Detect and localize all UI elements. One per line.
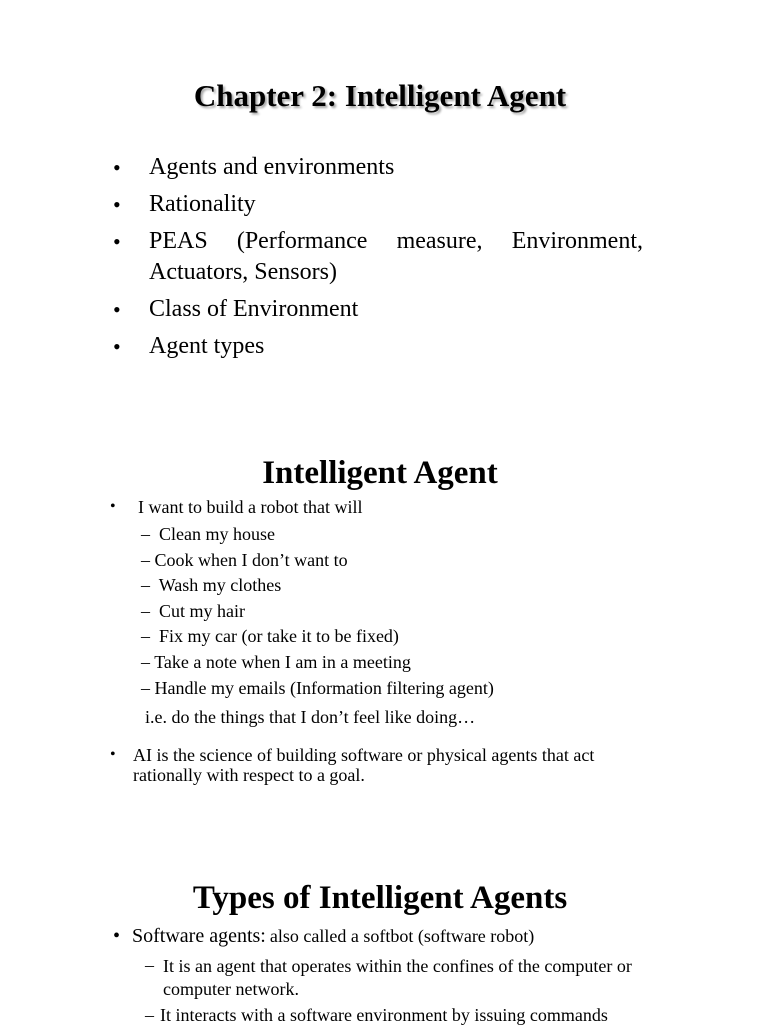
- sublist-item: [141, 676, 494, 702]
- slide2-summary: i.e. do the things that I don’t feel like doing…: [145, 707, 476, 727]
- sublist-item: [141, 522, 494, 548]
- dash-icon: –: [141, 626, 150, 647]
- dash-icon: –: [141, 651, 150, 672]
- dash-icon: –: [141, 575, 150, 596]
- sublist-item: [141, 624, 494, 650]
- bullet-icon: •: [113, 155, 121, 180]
- sublist-item: [141, 599, 494, 625]
- bullet-icon: •: [113, 297, 121, 322]
- sub2-text: It interacts with a software environment by issuing commands: [160, 1005, 608, 1025]
- list-item: [113, 152, 643, 183]
- software-agents-sub2: [145, 1005, 608, 1026]
- sublist-item-text: Cut my hair: [159, 600, 245, 621]
- sublist-item: [141, 650, 494, 676]
- sub1-text: It is an agent that operates within the confines of the computer or computer network.: [163, 956, 632, 999]
- list-item: [113, 226, 643, 288]
- list-item: [113, 331, 643, 362]
- list-item-text: Class of Environment: [149, 296, 359, 322]
- bullet-icon: •: [113, 229, 121, 254]
- slide3-title: Types of Intelligent Agents: [192, 880, 568, 916]
- bullet-icon: •: [110, 498, 116, 515]
- dash-icon: –: [141, 677, 150, 698]
- bullet-icon: •: [113, 334, 121, 359]
- sublist-item: [141, 573, 494, 599]
- sublist-item-text: Wash my clothes: [158, 575, 282, 596]
- sublist-item-text: Clean my house: [159, 524, 275, 544]
- intro-text: I want to build a robot that will: [138, 497, 363, 517]
- list-item-text-continued: Actuators, Sensors): [149, 259, 337, 285]
- slide2-sublist: [141, 522, 494, 701]
- slide1-bullet-list: [113, 152, 643, 368]
- dash-icon: –: [141, 524, 150, 544]
- list-item-text: Agent types: [149, 333, 265, 359]
- sublist-item: [141, 548, 494, 574]
- sublist-item-text: Handle my emails (Information filtering agent): [154, 677, 494, 698]
- software-agents-desc: also called a softbot (software robot): [269, 926, 535, 946]
- dash-icon: –: [145, 955, 154, 975]
- ai-point-text: AI is the science of building software or physical agents that act rationally with respect to a goal.: [133, 745, 595, 785]
- sublist-item-text: Cook when I don’t want to: [154, 549, 348, 570]
- dash-icon: –: [145, 1005, 154, 1025]
- list-item-text: Rationality: [149, 191, 256, 217]
- software-agents-label: Software agents:: [132, 925, 266, 947]
- dash-icon: –: [141, 549, 150, 570]
- list-item: [113, 189, 643, 220]
- list-item: [113, 294, 643, 325]
- bullet-icon: •: [110, 746, 116, 763]
- slide2-title: Intelligent Agent: [262, 455, 498, 491]
- list-item-text: PEAS (Performance measure, Environment,: [149, 228, 643, 254]
- slide1-title: Chapter 2: Intelligent Agent: [193, 78, 567, 113]
- list-item-text: Agents and environments: [149, 154, 395, 180]
- sublist-item-text: Fix my car (or take it to be fixed): [159, 626, 399, 647]
- software-agents-item: [113, 925, 534, 948]
- dash-icon: –: [141, 600, 150, 621]
- bullet-icon: •: [113, 925, 121, 947]
- sublist-item-text: Take a note when I am in a meeting: [154, 651, 411, 672]
- bullet-icon: •: [113, 192, 121, 217]
